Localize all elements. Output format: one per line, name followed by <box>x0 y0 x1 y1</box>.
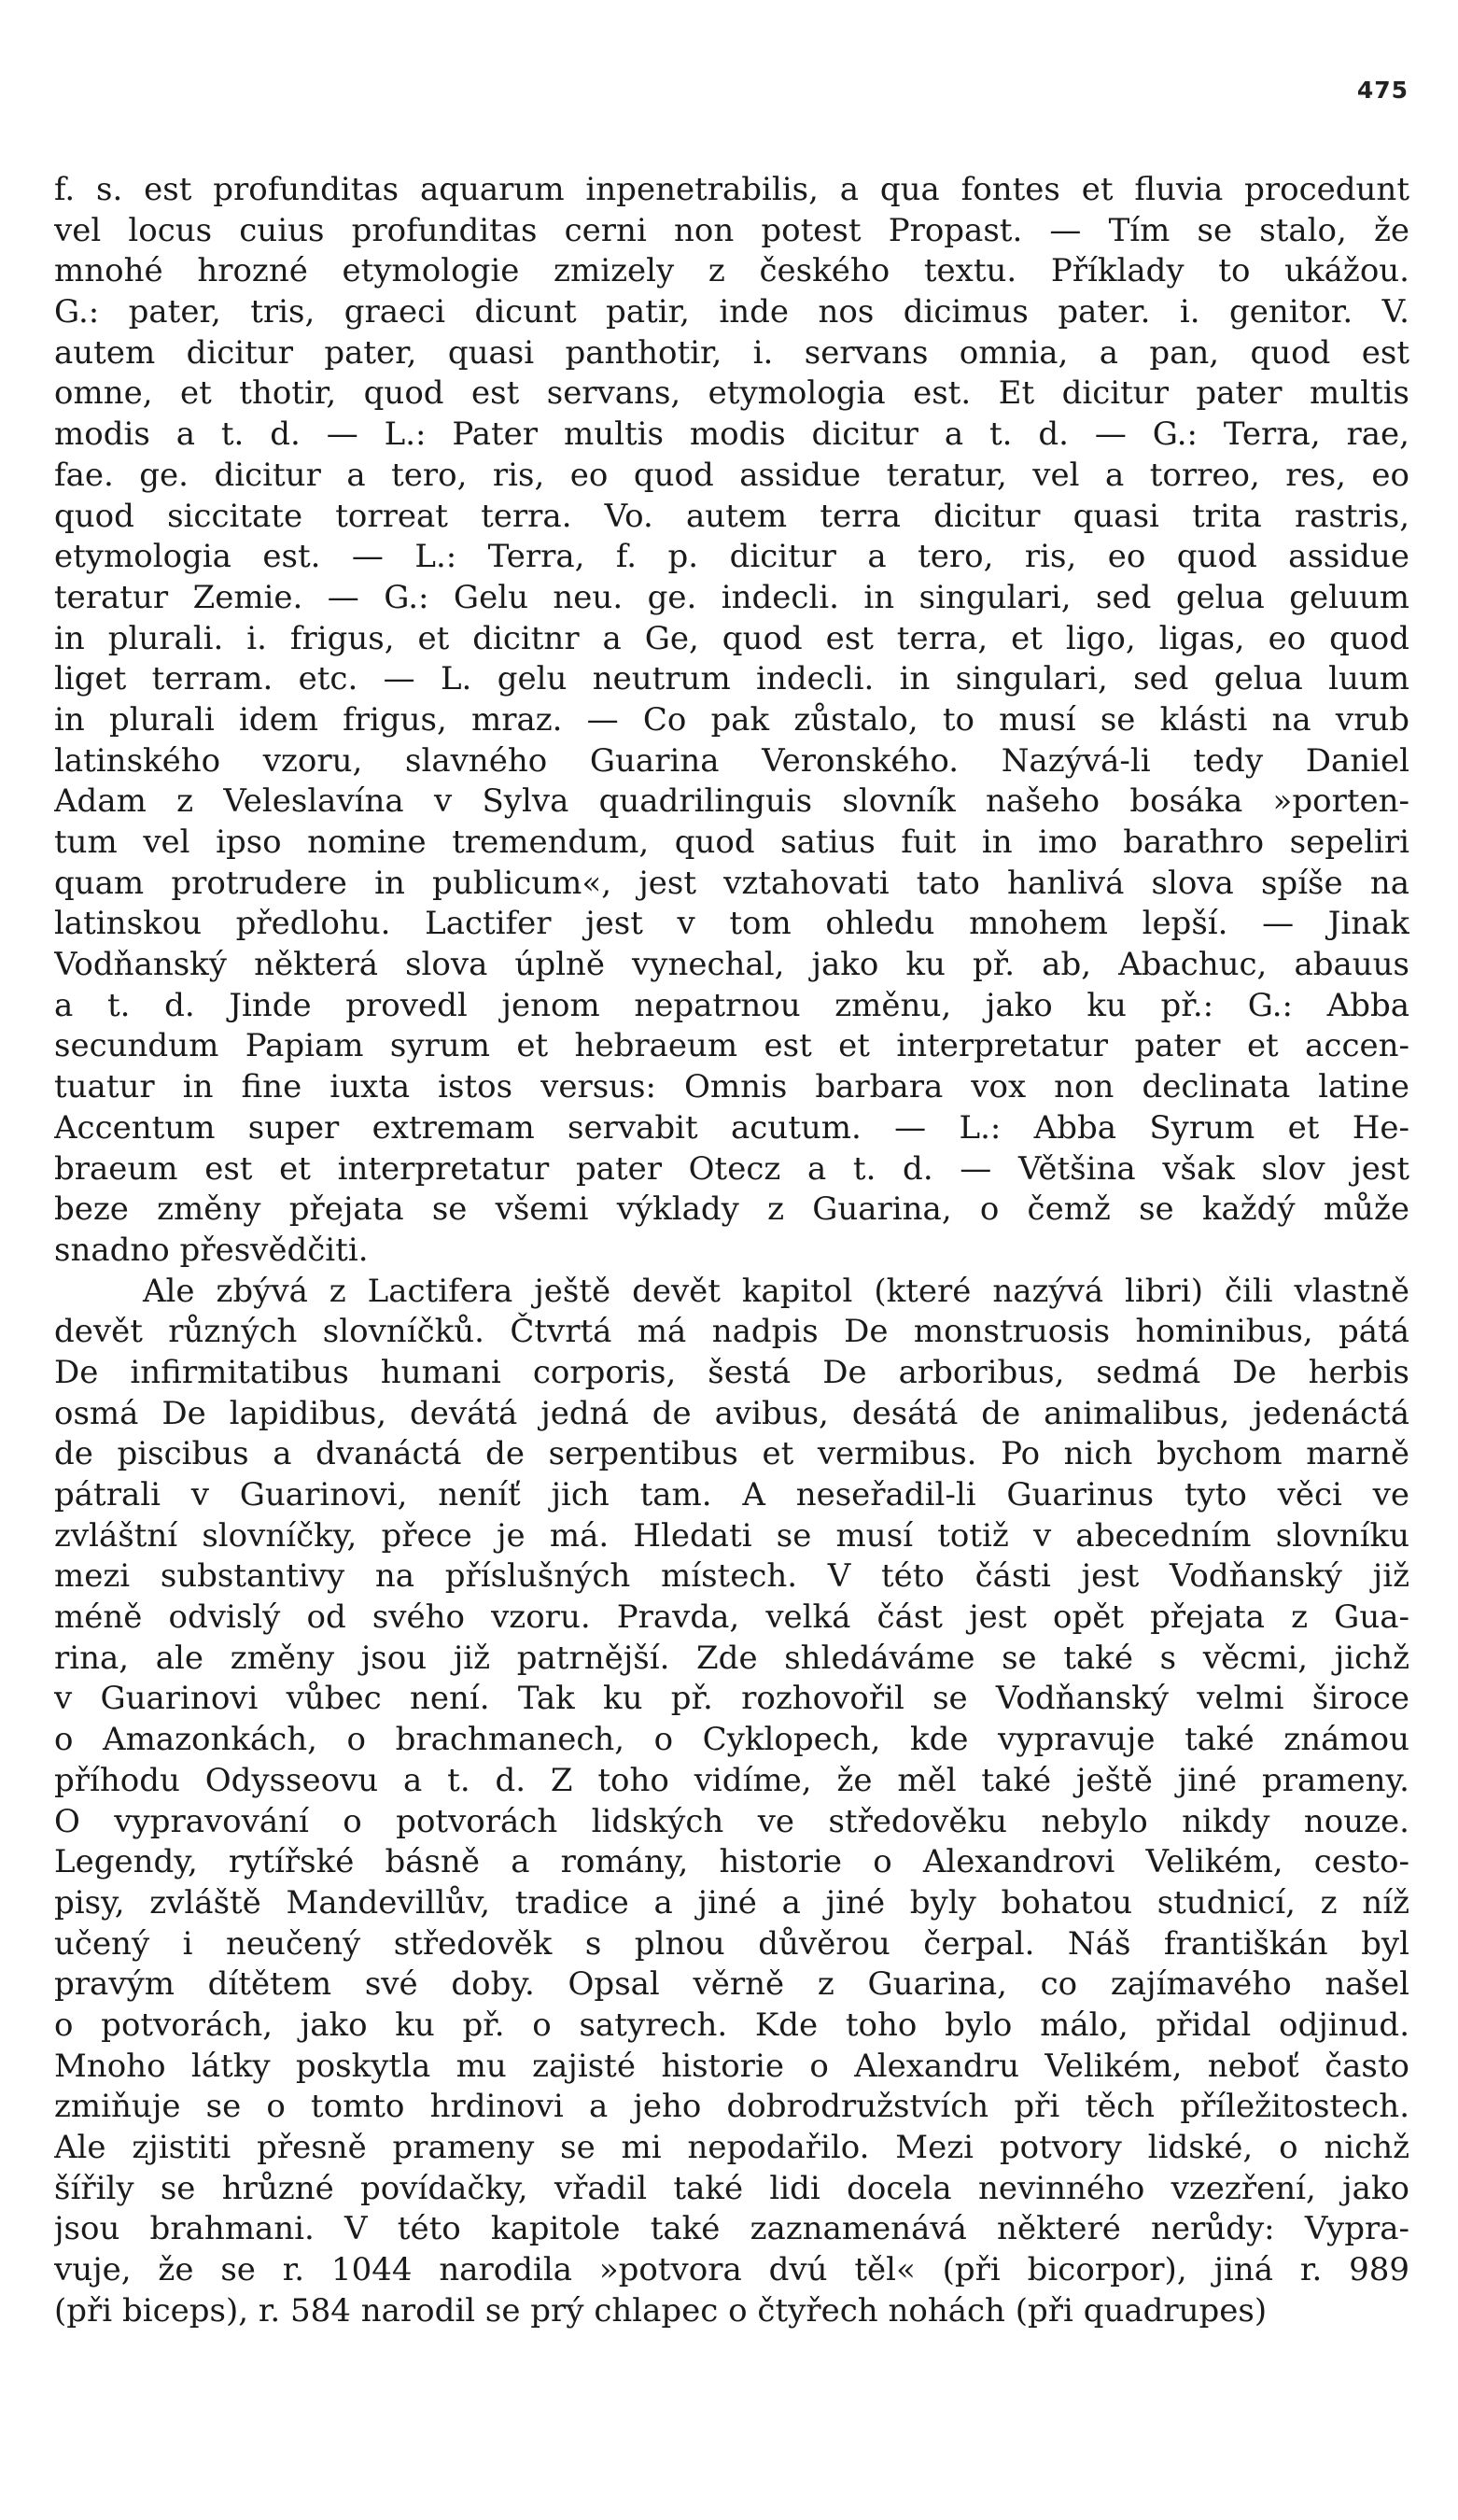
text-line: (při biceps), r. 584 narodil se prý chlapec o čtyřech nohách (při quadrupes) <box>54 2291 1268 2330</box>
text-line: pravým dítětem své doby. Opsal věrně z Guarina, co zajímavého našel <box>54 1965 1409 2004</box>
text-line: vel locus cuius profunditas cerni non potest Propast. — Tím se stalo, že <box>54 211 1409 249</box>
text-line: liget terram. etc. — L. gelu neutrum indecli. in singulari, sed gelua luum <box>54 660 1409 698</box>
text-line: o Amazonkách, o brachmanech, o Cyklopech, kde vypravuje také známou <box>54 1721 1409 1759</box>
text-line: latinského vzoru, slavného Guarina Veronského. Nazývá-li tedy Daniel <box>54 741 1409 780</box>
text-line: snadno přesvědčiti. <box>54 1231 369 1269</box>
text-line: zmiňuje se o tomto hrdinovi a jeho dobrodružstvích při těch příležitostech. <box>54 2088 1409 2126</box>
text-line: mnohé hrozné etymologie zmizely z českého textu. Příklady to ukážou. <box>54 252 1409 290</box>
text-line: příhodu Odysseovu a t. d. Z toho vidíme, že měl také ještě jiné prameny. <box>54 1761 1409 1799</box>
text-line: jsou brahmani. V této kapitole také zaznamenává některé nerůdy: Vypra- <box>54 2210 1409 2248</box>
text-line: Adam z Veleslavína v Sylva quadrilinguis slovník našeho bosáka »porten- <box>54 782 1409 821</box>
text-line: f. s. est profunditas aquarum inpenetrabilis, a qua fontes et fluvia procedunt <box>54 171 1409 208</box>
text-line: quod siccitate torreat terra. Vo. autem terra dicitur quasi trita rastris, <box>54 497 1409 535</box>
text-line: etymologia est. — L.: Terra, f. p. dicitur a tero, ris, eo quod assidue <box>54 538 1409 576</box>
text-line: pisy, zvláště Mandevillův, tradice a jiné a jiné byly bohatou studnicí, z níž <box>54 1883 1409 1922</box>
text-line: o potvorách, jako ku př. o satyrech. Kde toho bylo málo, přidal odjinud. <box>54 2006 1409 2044</box>
text-line: latinskou předlohu. Lactifer jest v tom ohledu mnohem lepší. — Jinak <box>54 905 1409 943</box>
text-line: De infirmitatibus humani corporis, šestá De arboribus, sedmá De herbis <box>54 1353 1409 1391</box>
text-line: G.: pater, tris, graeci dicunt patir, inde nos dicimus pater. i. genitor. V. <box>54 293 1409 331</box>
text-line: tum vel ipso nomine tremendum, quod satius fuit in imo barathro sepeliri <box>54 824 1409 861</box>
text-line: učený i neučený středověk s plnou důvěrou čerpal. Náš františkán byl <box>54 1924 1409 1963</box>
text-line: vuje, že se r. 1044 narodila »potvora dvú těl« (při bicorpor), jiná r. 989 <box>54 2251 1409 2289</box>
text-line: secundum Papiam syrum et hebraeum est et interpretatur pater et accen- <box>54 1027 1409 1065</box>
text-line: Accentum super extremam servabit acutum. — L.: Abba Syrum et He- <box>54 1108 1409 1147</box>
text-line: fae. ge. dicitur a tero, ris, eo quod assidue teratur, vel a torreo, res, eo <box>54 456 1409 494</box>
text-line: devět různých slovníčků. Čtvrtá má nadpis De monstruosis hominibus, pátá <box>54 1313 1409 1351</box>
text-line: Ale zbývá z Lactifera ještě devět kapitol (které nazývá libri) čili vlastně <box>143 1272 1409 1310</box>
text-line: Ale zjistiti přesně prameny se mi nepodařilo. Mezi potvory lidské, o nichž <box>54 2129 1409 2166</box>
text-line: in plurali idem frigus, mraz. — Co pak zůstalo, to musí se klásti na vrub <box>54 700 1409 739</box>
text-line: méně odvislý od svého vzoru. Pravda, velká část jest opět přejata z Gua- <box>54 1598 1409 1637</box>
text-line: quam protrudere in publicum«, jest vztahovati tato hanlivá slova spíše na <box>54 864 1409 902</box>
text-line: šířily se hrůzné povídačky, vřadil také lidi docela nevinného vzezření, jako <box>54 2169 1409 2207</box>
text-line: v Guarinovi vůbec není. Tak ku př. rozhovořil se Vodňanský velmi široce <box>54 1680 1409 1718</box>
text-line: in plurali. i. frigus, et dicitnr a Ge, quod est terra, et ligo, ligas, eo quod <box>54 619 1409 657</box>
page-number: 475 <box>1356 77 1409 104</box>
text-line: rina, ale změny jsou již patrnější. Zde shledáváme se také s věcmi, jichž <box>54 1639 1409 1677</box>
text-line: omne, et thotir, quod est servans, etymologia est. Et dicitur pater multis <box>54 374 1409 413</box>
text-line: beze změny přejata se všemi výklady z Guarina, o čemž se každý může <box>54 1190 1409 1229</box>
text-line: mezi substantivy na příslušných místech. V této části jest Vodňanský již <box>54 1557 1409 1596</box>
text-line: Mnoho látky poskytla mu zajisté historie o Alexandru Velikém, neboť často <box>54 2047 1409 2085</box>
text-line: zvláštní slovníčky, přece je má. Hledati se musí totiž v abecedním slovníku <box>54 1516 1409 1555</box>
text-line: tuatur in fine iuxta istos versus: Omnis barbara vox non declinata latine <box>54 1068 1409 1106</box>
text-line: autem dicitur pater, quasi panthotir, i. servans omnia, a pan, quod est <box>54 333 1409 372</box>
paragraph <box>54 170 1409 1272</box>
text-line: Legendy, rytířské básně a romány, historie o Alexandrovi Velikém, cesto- <box>54 1843 1409 1881</box>
text-line: O vypravování o potvorách lidských ve středověku nebylo nikdy nouze. <box>54 1802 1409 1840</box>
text-line: teratur Zemie. — G.: Gelu neu. ge. indecli. in singulari, sed gelua geluum <box>54 578 1409 616</box>
text-line: modis a t. d. — L.: Pater multis modis dicitur a t. d. — G.: Terra, rae, <box>54 415 1409 454</box>
body-text <box>54 170 1409 2331</box>
text-line: Vodňanský některá slova úplně vynechal, jako ku př. ab, Abachuc, abauus <box>54 946 1409 984</box>
paragraph <box>54 1272 1409 2332</box>
text-line: pátrali v Guarinovi, neníť jich tam. A neseřadil-li Guarinus tyto věci ve <box>54 1476 1409 1513</box>
text-line: a t. d. Jinde provedl jenom nepatrnou změnu, jako ku př.: G.: Abba <box>54 986 1409 1024</box>
text-line: de piscibus a dvanáctá de serpentibus et vermibus. Po nich bychom marně <box>54 1435 1409 1473</box>
text-line: osmá De lapidibus, devátá jedná de avibus, desátá de animalibus, jedenáctá <box>54 1394 1409 1432</box>
text-line: braeum est et interpretatur pater Otecz a t. d. — Většina však slov jest <box>54 1149 1409 1188</box>
